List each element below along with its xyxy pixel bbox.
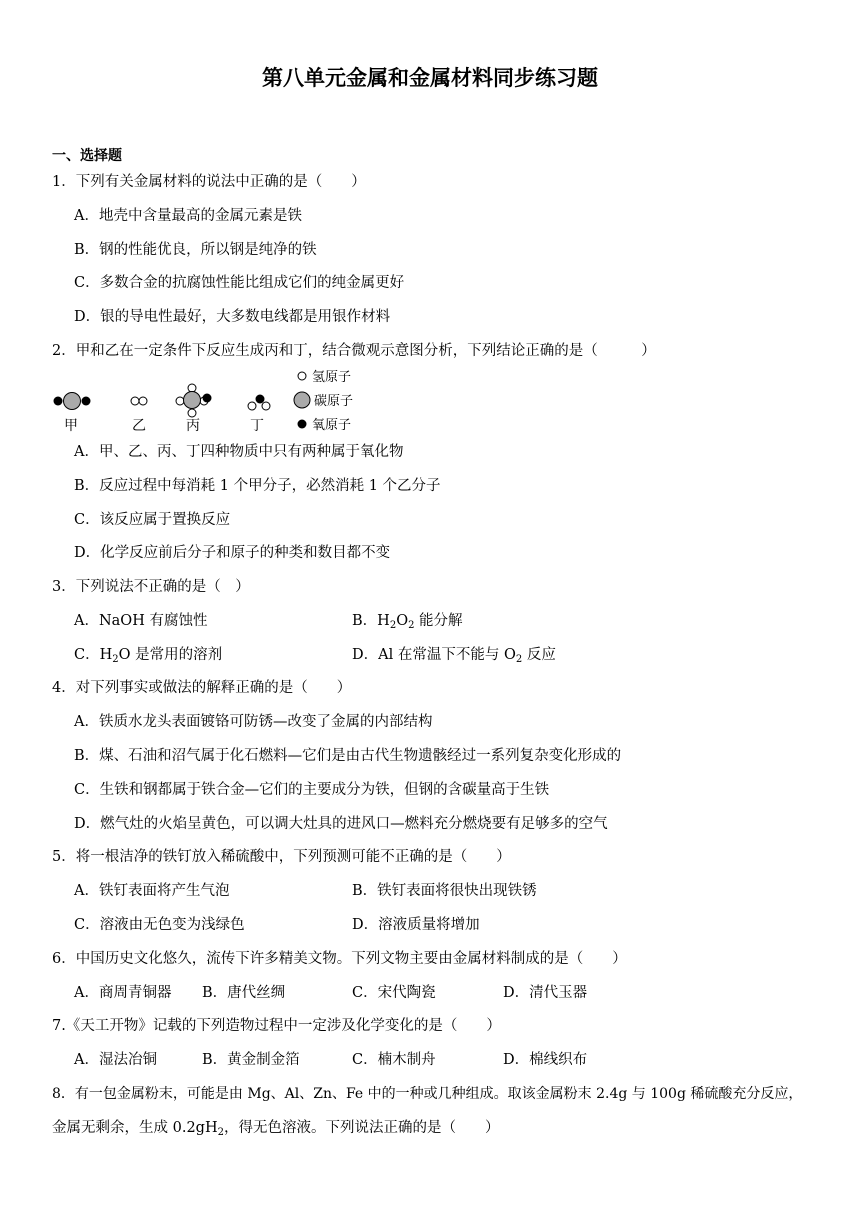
molecule-jia	[54, 393, 91, 410]
legend-oxygen: 氧原子	[312, 418, 352, 433]
q1-stem: 1．下列有关金属材料的说法中正确的是（ ）	[52, 174, 366, 190]
q2-stem: 2．甲和乙在一定条件下反应生成丙和丁，结合微观示意图分析，下列结论正确的是（ ）	[52, 343, 656, 359]
legend-carbon: 碳原子	[314, 394, 354, 409]
q5-option-d: D．溶液质量将增加	[352, 917, 480, 933]
label-bing: 丙	[186, 418, 200, 434]
legend-hydrogen-icon	[298, 372, 306, 380]
molecule-ding	[248, 395, 270, 411]
legend-oxygen-icon	[298, 420, 307, 429]
legend-carbon-icon	[294, 392, 310, 408]
molecule-diagram	[52, 366, 382, 438]
q3-option-a: A．NaOH 有腐蚀性	[74, 613, 208, 629]
q4-option-b: B．煤、石油和沼气属于化石燃料—它们是由古代生物遗骸经过一系列复杂变化形成的	[74, 748, 622, 764]
q7-option-a: A．湿法冶铜	[74, 1052, 157, 1068]
q6-stem: 6．中国历史文化悠久，流传下许多精美文物。下列文物主要由金属材料制成的是（ ）	[52, 951, 627, 967]
q3-stem: 3．下列说法不正确的是（ ）	[52, 579, 250, 595]
q7-option-c: C．楠木制舟	[352, 1052, 436, 1068]
q3-option-c: C．$H_2O$ 是常用的溶剂	[74, 647, 223, 665]
section-heading: 一、选择题	[52, 148, 122, 164]
q3-option-b: B．$H_2O_2$ 能分解	[352, 613, 463, 631]
q2-option-a: A．甲、乙、丙、丁四种物质中只有两种属于氧化物	[74, 444, 404, 460]
q7-option-d: D．棉线织布	[503, 1052, 588, 1068]
q6-option-c: C．宋代陶瓷	[352, 985, 436, 1001]
q5-option-b: B．铁钉表面将很快出现铁锈	[352, 883, 537, 899]
q4-option-a: A．铁质水龙头表面镀铬可防锈—改变了金属的内部结构	[74, 714, 433, 730]
q4-option-c: C．生铁和钢都属于铁合金—它们的主要成分为铁，但钢的含碳量高于生铁	[74, 782, 550, 798]
q4-option-d: D．燃气灶的火焰呈黄色，可以调大灶具的进风口—燃料充分燃烧要有足够多的空气	[74, 816, 608, 832]
q7-option-b: B．黄金制金箔	[202, 1052, 300, 1068]
q7-stem: 7.《天工开物》记载的下列造物过程中一定涉及化学变化的是（ ）	[52, 1018, 501, 1034]
q6-option-d: D．清代玉器	[503, 985, 588, 1001]
q6-option-a: A．商周青铜器	[74, 985, 172, 1001]
q3-option-d: D．Al 在常温下不能与 $O_2$ 反应	[352, 647, 556, 665]
legend-hydrogen: 氢原子	[312, 370, 352, 385]
q4-stem: 4．对下列事实或做法的解释正确的是（ ）	[52, 680, 352, 696]
q5-option-c: C．溶液由无色变为浅绿色	[74, 917, 245, 933]
q8-stem-line1: 8．有一包金属粉末，可能是由 Mg、Al、Zn、Fe 中的一种或几种组成。取该金属粉末 2.4g 与 100g 稀硫酸充分反应，	[52, 1086, 803, 1102]
q6-option-b: B．唐代丝绸	[202, 985, 286, 1001]
q1-option-b: B．钢的性能优良，所以钢是纯净的铁	[74, 242, 317, 258]
label-ding: 丁	[250, 418, 264, 434]
label-yi: 乙	[132, 418, 146, 434]
q1-option-c: C．多数合金的抗腐蚀性能比组成它们的纯金属更好	[74, 275, 405, 291]
q2-option-b: B．反应过程中每消耗 1 个甲分子，必然消耗 1 个乙分子	[74, 478, 441, 494]
label-jia: 甲	[64, 418, 78, 434]
q1-option-d: D．银的导电性最好，大多数电线都是用银作材料	[74, 309, 391, 325]
q5-stem: 5．将一根洁净的铁钉放入稀硫酸中，下列预测可能不正确的是（ ）	[52, 849, 511, 865]
molecule-yi	[131, 397, 147, 405]
q5-option-a: A．铁钉表面将产生气泡	[74, 883, 230, 899]
molecule-bing	[176, 384, 212, 417]
page-title: 第八单元金属和金属材料同步练习题	[262, 65, 598, 90]
q2-option-c: C．该反应属于置换反应	[74, 512, 231, 528]
q2-option-d: D．化学反应前后分子和原子的种类和数目都不变	[74, 545, 391, 561]
q8-stem-line2: 金属无剩余，生成 $0.2gH_2$，得无色溶液。下列说法正确的是（ ）	[52, 1120, 500, 1138]
q1-option-a: A．地壳中含量最高的金属元素是铁	[74, 208, 302, 224]
